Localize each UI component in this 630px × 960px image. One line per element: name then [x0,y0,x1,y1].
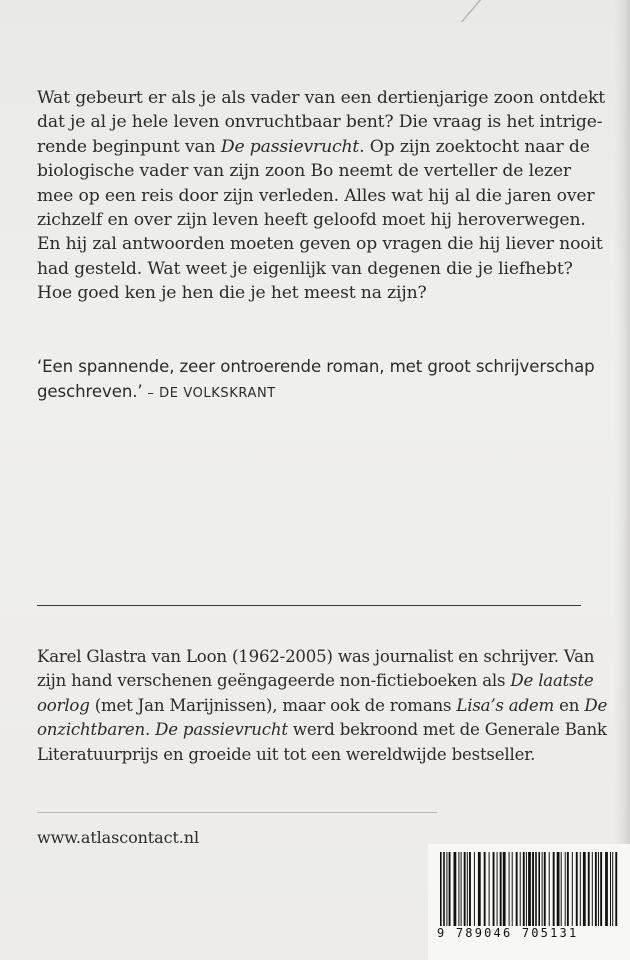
barcode-bar [469,852,471,926]
barcode-bar [595,852,597,926]
barcode-bar [503,852,506,926]
footer-divider [37,812,437,813]
barcode-bar [454,852,457,926]
barcode-bar [600,852,602,926]
italic-title: De passievrucht [155,720,288,740]
barcode-bar [549,852,550,926]
text-run: . [144,720,156,740]
barcode-bar [526,852,527,926]
text-run: Wat gebeurt er als je als vader van een dertienjarige zoon ontdekt dat je al je hele leven onvruchtbaar bent? Die vraag is het intrige-rende beginpunt van [37,88,606,157]
quote-source: – DE VOLKSKRANT [142,386,276,401]
blurb-paragraph [37,86,612,306]
barcode-bar [598,852,599,926]
barcode-bar [557,852,560,926]
italic-title: De passievrucht [220,136,360,157]
italic-title: De onzichtbaren [37,695,608,740]
barcode-bar [500,852,502,926]
barcode-bar [464,852,466,926]
barcode-bar [542,852,543,926]
barcode-bar [497,852,498,926]
barcode-bar [532,852,534,926]
barcode-bar [478,852,481,926]
barcode-bar [612,852,613,926]
text-run: werd bekroond met de Generale Bank Literatuurprijs en groeide uit tot een wereldwijde bestseller. [37,720,607,764]
book-blurb [37,86,612,306]
review-quote [37,354,597,406]
barcode-bar [474,852,475,926]
barcode-bar [565,852,566,926]
barcode-bar [583,852,586,926]
barcode-bar [458,852,459,926]
text-run: (met Jan Marijnissen), maar ook de romans [89,695,457,715]
cover-edge-shadow [614,0,630,960]
barcode-bar [523,852,525,926]
barcode-bar [605,852,608,926]
barcode-bar [449,852,451,926]
barcode-bar [580,852,581,926]
italic-title: De laatste oorlog [37,671,594,715]
text-run: en [554,695,585,715]
barcode-bar [461,852,462,926]
barcode-label [428,844,630,960]
text-run: Karel Glastra van Loon (1962-2005) was journalist en schrijver. Van zijn hand verschenen geëngageerde non-fictieboeken als [37,647,595,691]
quote-text: ‘Een spannende, zeer ontroerende roman, met groot schrijverschap geschreven.’ [37,357,595,401]
barcode-bar [509,852,510,926]
barcode-bar [615,852,617,926]
barcode-bar [484,852,486,926]
section-divider [37,605,581,606]
barcode-bar [567,852,569,926]
barcode-bar [610,852,611,926]
barcode-bar [561,852,562,926]
isbn-number: 9 789046 705131 [437,926,623,940]
bio-paragraph [37,645,612,767]
author-bio [37,645,612,767]
barcode-bar [493,852,495,926]
barcode-bar [572,852,573,926]
barcode-bar [576,852,578,926]
barcode-bar [592,852,593,926]
barcode-bar [489,852,490,926]
barcode-bar [528,852,531,926]
barcode-bar [544,852,546,926]
barcode-bar [588,852,590,926]
barcode-bar [446,852,447,926]
barcode-bar [516,852,518,926]
cover-scuff-mark [461,0,511,22]
italic-title: Lisa’s adem [456,695,555,715]
barcode-bar [512,852,513,926]
barcode-bar [553,852,555,926]
barcode-bar [467,852,468,926]
barcode-bar [520,852,521,926]
publisher-url[interactable]: www.atlascontact.nl [37,828,199,847]
text-run: . Op zijn zoektocht naar de biologische vader van zijn zoon Bo neemt de verteller de lezer mee op een reis door zijn verleden. Alles wat hij al die jaren over zichzelf en over zijn leven heeft geloofd moet hij heroverwegen. En hij zal antwoorden moeten geven op vragen die hij liever nooit had gesteld. Wat weet je eigenlijk van degenen die je liefhebt? Hoe goed ken je hen die je het meest na zijn? [37,136,603,304]
